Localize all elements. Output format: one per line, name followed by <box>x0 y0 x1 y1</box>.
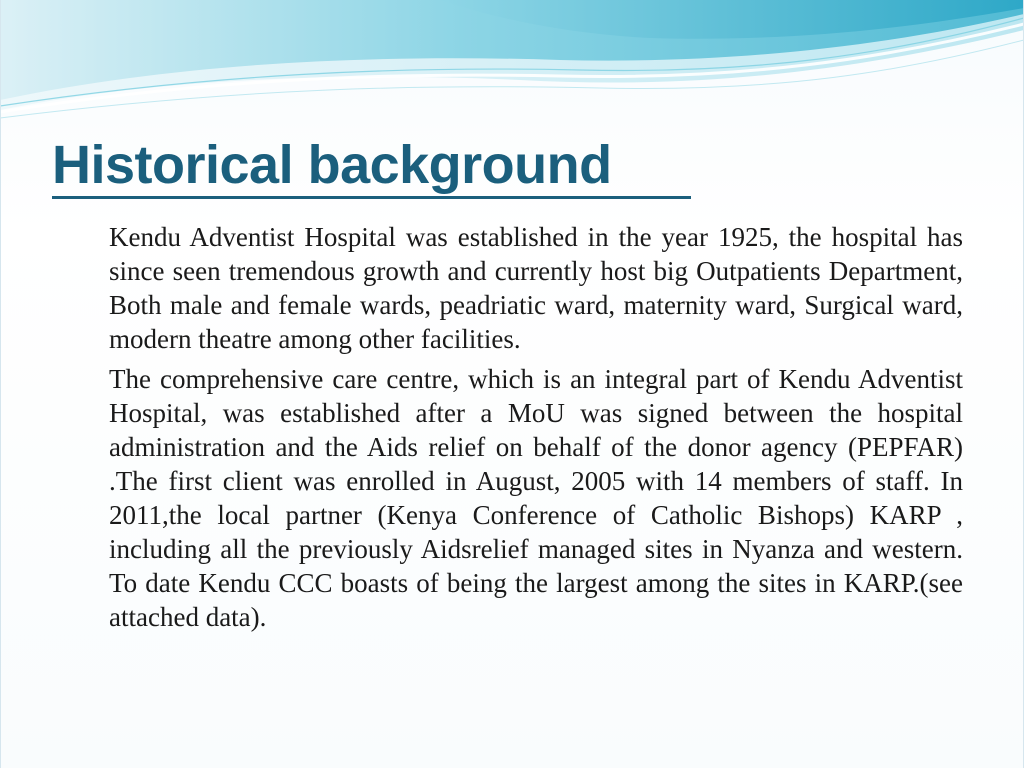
slide-body <box>109 220 963 634</box>
header-wave-decoration <box>0 0 1024 130</box>
slide-title: Historical background <box>52 135 612 195</box>
title-underline <box>52 196 691 199</box>
paragraph-ccc: The comprehensive care centre, which is an integral part of Kendu Adventist Hospital, was established after a MoU was signed between the hospital administration and the Aids relief on behalf of the donor agency (PEPFAR) .The first client was enrolled in August, 2005 with 14 members of staff. In 2011,the local partner (Kenya Conference of Catholic Bishops) KARP , including all the previously Aidsrelief managed sites in Nyanza and western. To date Kendu CCC boasts of being the largest among the sites in KARP.(see attached data). <box>109 364 963 632</box>
paragraph-history: Kendu Adventist Hospital was established in the year 1925, the hospital has since seen tremendous growth and currently host big Outpatients Department, Both male and female wards, peadriatic ward, maternity ward, Surgical ward, modern theatre among other facilities. <box>109 222 963 354</box>
